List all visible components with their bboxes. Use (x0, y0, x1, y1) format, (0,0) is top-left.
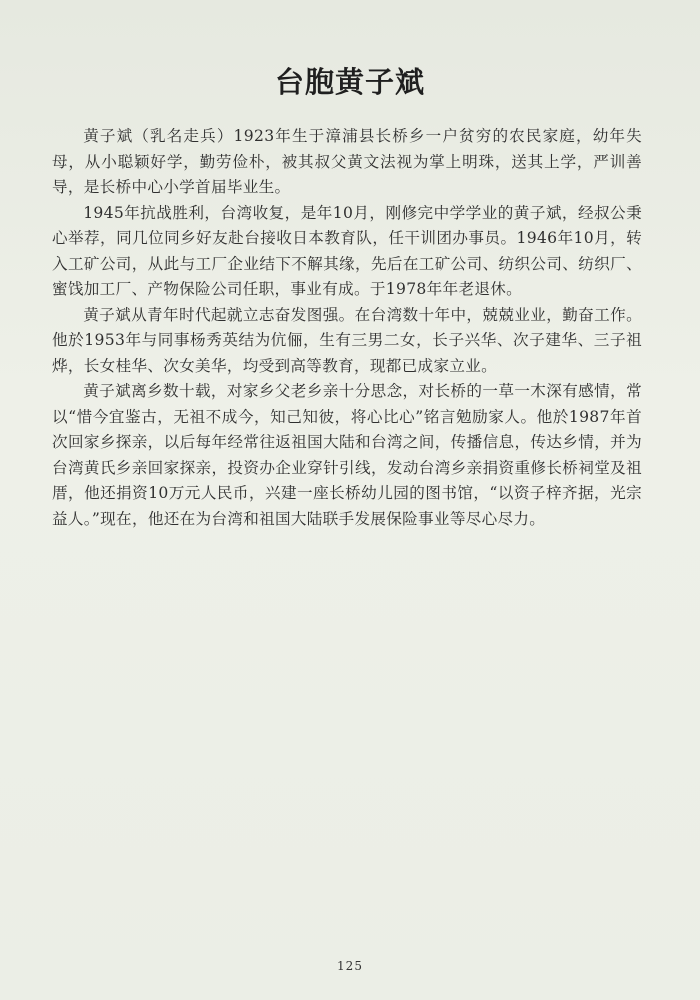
paragraph-2: 1945年抗战胜利，台湾收复，是年10月，刚修完中学学业的黄子斌，经叔公秉心举荐，同几位同乡好友赴台接收日本教育队，任干训团办事员。1946年10月，转入工矿公司，从此与工厂企业结下不解其缘，先后在工矿公司、纺织公司、纺织厂、蜜饯加工厂、产物保险公司任职，事业有成。于1978年年老退休。 (52, 203, 642, 298)
page-number: 125 (337, 959, 363, 973)
page-title: 台胞黄子斌 (274, 65, 425, 99)
paragraph-3: 黄子斌从青年时代起就立志奋发图强。在台湾数十年中，兢兢业业，勤奋工作。他於1953年与同事杨秀英结为伉俪，生有三男二女，长子兴华、次子建华、三子祖烨，长女桂华、次女美华，均受到高等教育，现都已成家立业。 (52, 305, 642, 375)
paragraph-4: 黄子斌离乡数十载，对家乡父老乡亲十分思念，对长桥的一草一木深有感情，常以“惜今宜鉴古，无祖不成今，知己知彼，将心比心”铭言勉励家人。他於1987年首次回家乡探亲，以后每年经常往返祖国大陆和台湾之间，传播信息，传达乡情，并为台湾黄氏乡亲回家探亲，投资办企业穿针引线，发动台湾乡亲捐资重修长桥祠堂及祖厝，他还捐资10万元人民币，兴建一座长桥幼儿园的图书馆，“以资子梓齐据，光宗益人。”现在，他还在为台湾和祖国大陆联手发展保险事业等尽心尽力。 (52, 382, 642, 528)
paragraph-1: 黄子斌（乳名走兵）1923年生于漳浦县长桥乡一户贫穷的农民家庭，幼年失母，从小聪颖好学，勤劳俭朴，被其叔父黄文法视为掌上明珠，送其上学，严训善导，是长桥中心小学首届毕业生。 (52, 127, 642, 196)
article-body (52, 124, 642, 532)
